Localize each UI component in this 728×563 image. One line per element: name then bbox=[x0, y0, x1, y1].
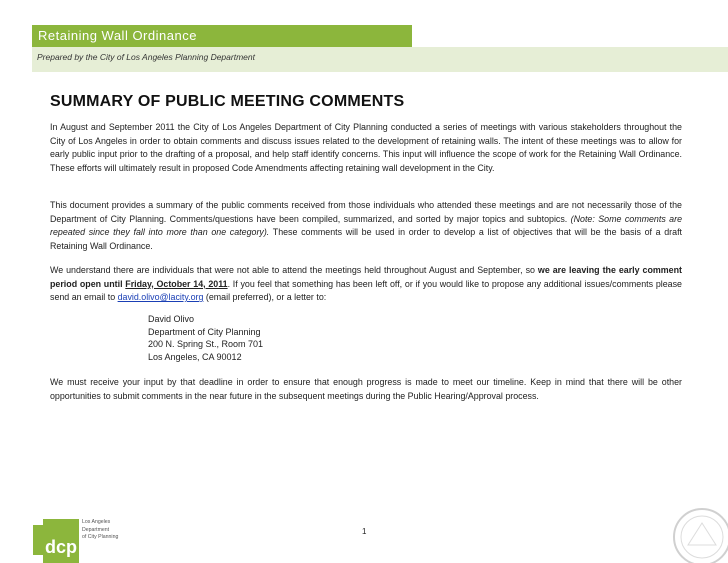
logo-caption-line3: of City Planning bbox=[82, 534, 119, 540]
logo-caption-line2: Department bbox=[82, 526, 110, 533]
paragraph-comment-period bbox=[50, 264, 682, 305]
address-name: David Olivo bbox=[148, 314, 195, 324]
section-heading: SUMMARY OF PUBLIC MEETING COMMENTS bbox=[50, 93, 405, 110]
logo-letters: dcp bbox=[45, 537, 78, 557]
paragraph-summary-end: These comments will be used in order to develop a list of objectives that will be the basis of a draft Retaining Wall Ordinance. bbox=[50, 227, 682, 251]
document-title-bar bbox=[32, 25, 412, 47]
paragraph-summary bbox=[50, 199, 682, 253]
paragraph-deadline: We must receive your input by that deadline in order to ensure that enough progress is made to meet our timeline. Keep in mind that there will be other opportunities to submit comments in the near future in the subsequent meetings during the Public Hearing/Approval process. bbox=[50, 377, 682, 401]
document-subtitle: Prepared by the City of Los Angeles Planning Department bbox=[37, 52, 255, 62]
address-street: 200 N. Spring St., Room 701 bbox=[148, 339, 264, 349]
address-department: Department of City Planning bbox=[148, 326, 261, 337]
city-seal-icon bbox=[670, 505, 728, 563]
comment-period-emphasis: we are leaving the early comment period open until bbox=[50, 265, 682, 289]
document-title: Retaining Wall Ordinance bbox=[38, 28, 197, 43]
comment-instructions-end: (email preferred), or a letter to: bbox=[203, 292, 327, 303]
paragraph-summary-note: (Note: Some comments are repeated since they fall into more than one category). bbox=[50, 213, 682, 238]
comment-instructions: . If you feel that something has been left off, or if you would like to propose any additional issues/comments please send an email to bbox=[50, 278, 682, 303]
paragraph-intro: In August and September 2011 the City of Los Angeles Department of City Planning conducted a series of meetings with various stakeholders throughout the City of Los Angeles in order to obtain comments and discuss issues related to the development of retaining walls. The intent of these meetings was to allow for early public input prior to the drafting of a proposal, and help staff identify concerns. This input will influence the scope of work for the Retaining Wall Ordinance. These efforts will ultimately result in proposed Code Amendments affecting retaining wall development in the City. bbox=[50, 122, 682, 173]
page-number: 1 bbox=[362, 527, 367, 536]
email-link[interactable]: david.olivo@lacity.org bbox=[117, 292, 204, 303]
logo-caption bbox=[82, 519, 118, 542]
logo-caption-line1: Los Angeles bbox=[82, 519, 111, 525]
comment-deadline: Friday, October 14, 2011 bbox=[125, 278, 228, 289]
mailing-address bbox=[148, 313, 263, 363]
paragraph-summary-text: This document provides a summary of the public comments received from those individuals who attended these meetings and are not necessarily those of the Department of City Planning. Comments/questions have been compiled, summarized, and sorted by major topics and subtopics. bbox=[50, 200, 682, 224]
comment-period-text: We understand there are individuals that were not able to attend the meetings held throughout August and September, so bbox=[50, 265, 538, 275]
address-city: Los Angeles, CA 90012 bbox=[148, 351, 242, 362]
